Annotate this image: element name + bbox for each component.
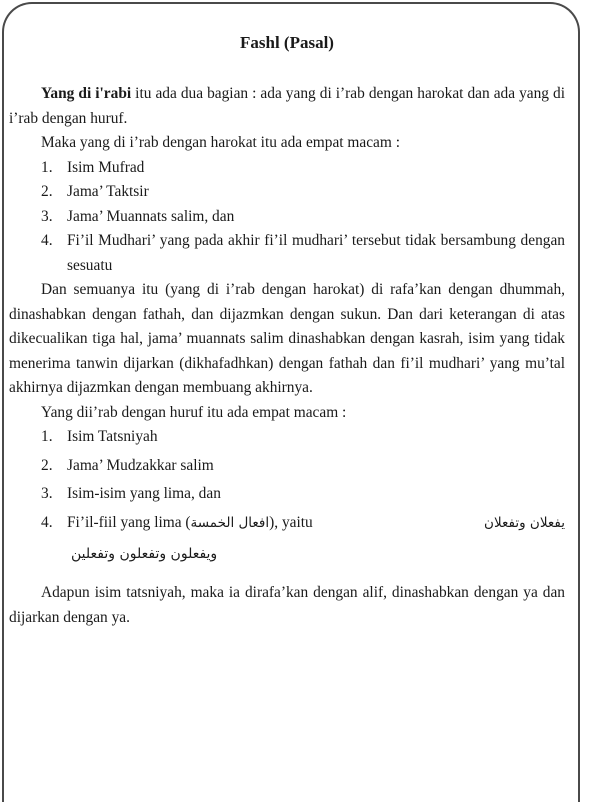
- list-number: 3.: [41, 207, 53, 225]
- list-item: [9, 425, 565, 450]
- list-number: 2.: [41, 183, 53, 200]
- list-item: [9, 511, 565, 536]
- list-item-text: Jama’ Taktsir: [67, 183, 149, 200]
- arabic-verbs-line2: ويفعلون وتفعلون وتفعلين: [71, 546, 218, 562]
- closing-paragraph: Adapun isim tatsniyah, maka ia dirafa’kan dengan alif, dinashabkan dengan ya dan dijarkan dengan ya.: [9, 584, 565, 626]
- section-title: Fashl (Pasal): [240, 33, 334, 52]
- harokat-list: [9, 156, 565, 279]
- harokat-rule-paragraph: Dan semuanya itu (yang di i’rab dengan harokat) di rafa’kan dengan dhummah, dinashabkan dengan fathah, dan dijazmkan dengan sukun. Dan dari keterangan di atas dikecualikan tiga hal, jama’ muannats salim dinashabkan dengan kasrah, isim yang tidak menerima tanwin dijarkan (dikhafadhkan) dengan fathah dan fi’il mudhari’ yang mu’tal akhirnya dijazmkan dengan membuang akhirnya.: [9, 281, 565, 396]
- list-item: [9, 156, 565, 181]
- intro-text: itu ada dua bagian : ada yang di i’rab dengan harokat dan ada yang di i’rab dengan huruf.: [9, 85, 565, 127]
- arabic-verbs-line1: يفعلان وتفعلان: [484, 514, 565, 531]
- document-body: [9, 33, 565, 630]
- list-item-text: Jama’ Mudzakkar salim: [67, 456, 214, 474]
- list-item-text: Isim-isim yang lima, dan: [67, 485, 221, 502]
- list-number: 1.: [41, 428, 53, 445]
- item4-after: ), yaitu: [269, 513, 313, 531]
- arabic-verbs-row: [9, 535, 565, 573]
- list-number: 1.: [41, 158, 53, 176]
- list-item: [9, 229, 565, 278]
- intro-bold-term: Yang di i'rabi: [41, 85, 132, 102]
- list-item: [9, 454, 565, 479]
- list-item: [9, 205, 565, 230]
- arabic-term: افعال الخمسة: [190, 514, 270, 531]
- huruf-list: [9, 425, 565, 535]
- intro-paragraph: [9, 82, 565, 131]
- harokat-intro: Maka yang di i’rab dengan harokat itu ada empat macam :: [41, 134, 400, 151]
- huruf-intro: Yang dii’rab dengan huruf itu ada empat macam :: [41, 403, 347, 421]
- list-number: 4.: [41, 513, 53, 531]
- list-number: 3.: [41, 485, 53, 502]
- list-item-text: Fi’il Mudhari’ yang pada akhir fi’il mudhari’ tersebut tidak bersambung dengan sesuatu: [67, 232, 565, 274]
- list-item-text: Jama’ Muannats salim, dan: [67, 207, 235, 225]
- item4-before: Fi’il-fiil yang lima (: [67, 513, 191, 531]
- list-number: 2.: [41, 456, 53, 474]
- list-item-text: Isim Tatsniyah: [67, 428, 158, 445]
- list-number: 4.: [41, 232, 53, 249]
- list-item-text: Isim Mufrad: [67, 158, 145, 176]
- list-item: [9, 180, 565, 205]
- item4-row: [67, 511, 565, 536]
- list-item: [9, 482, 565, 507]
- item4-text: [67, 511, 313, 536]
